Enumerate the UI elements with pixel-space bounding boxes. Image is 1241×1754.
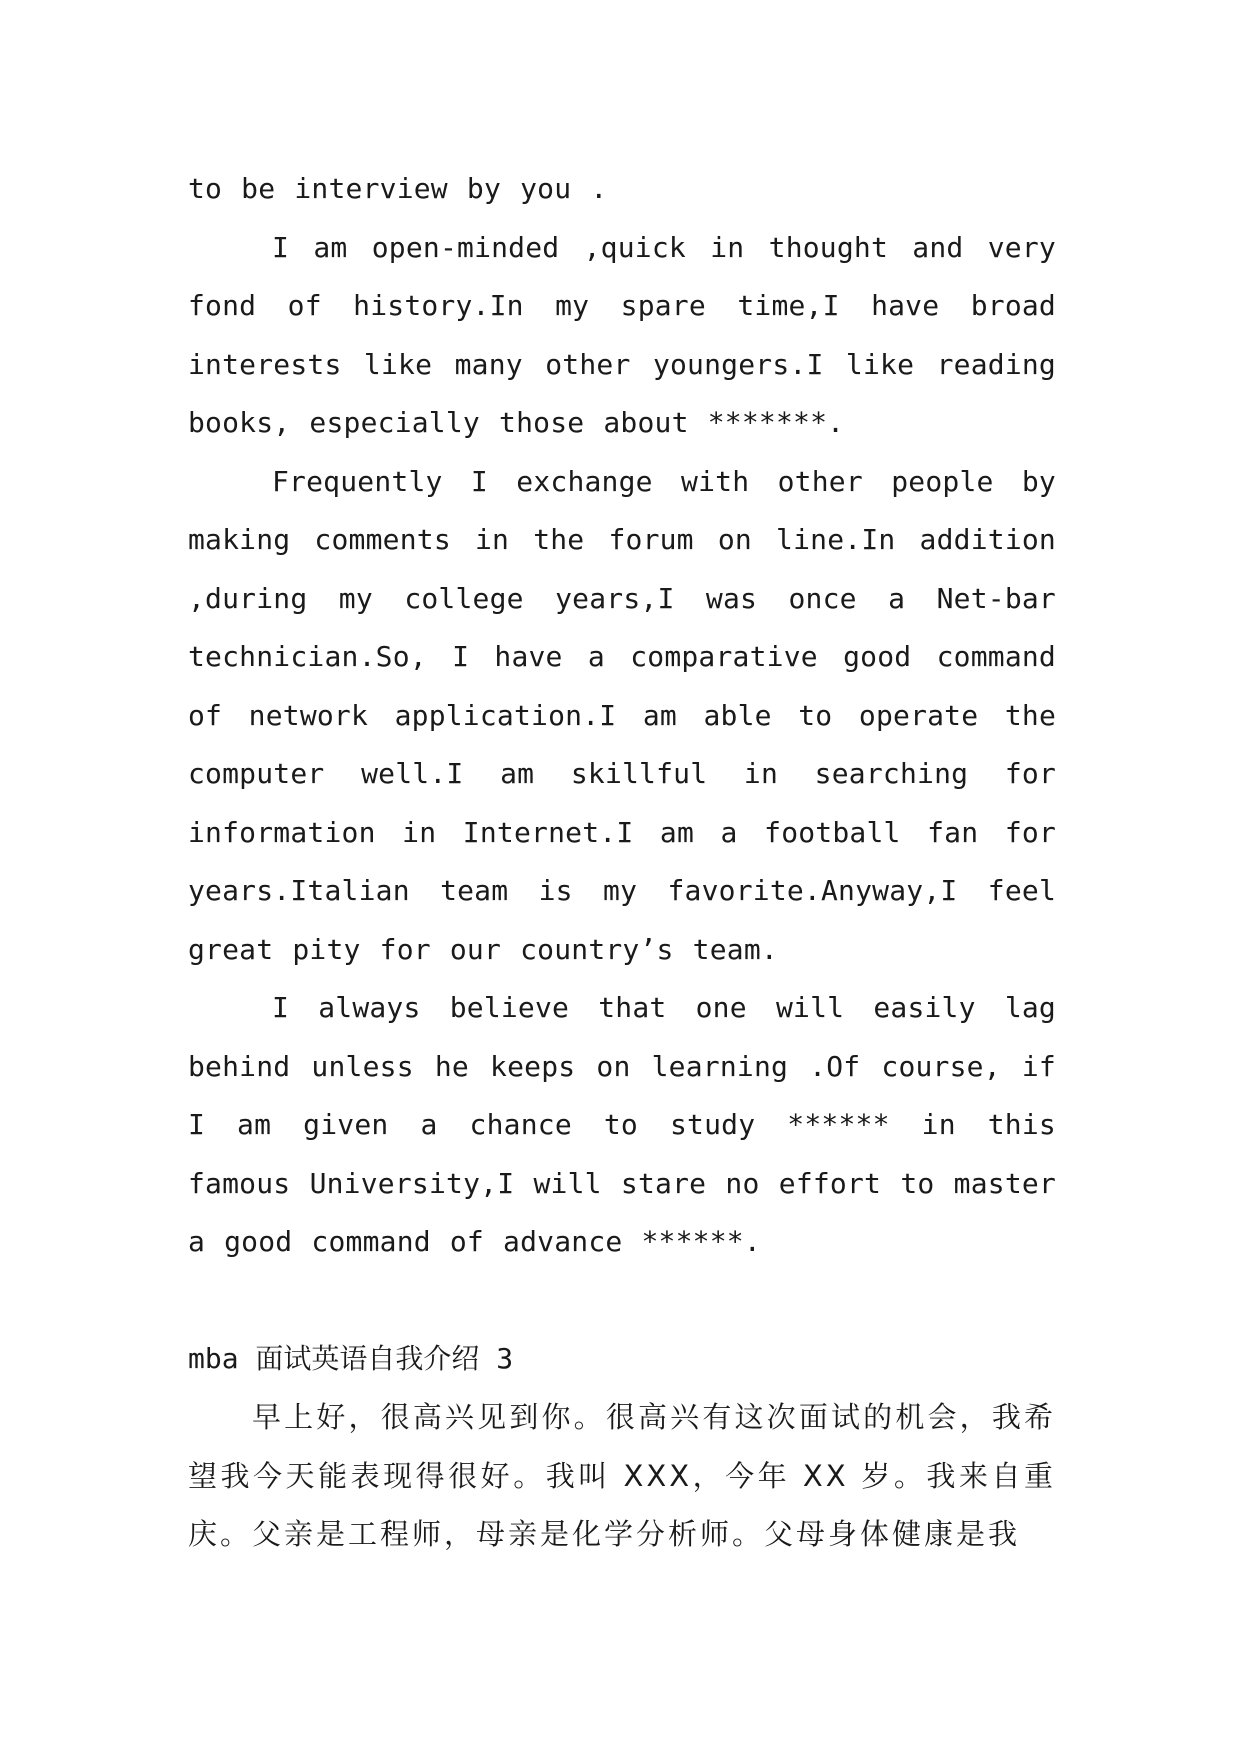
document-page (188, 160, 1056, 1564)
paragraph-network-skills: Frequently I exchange with other people by making comments in the forum on line.In addition ,during my college years,I was once a Net-bar technician.So, I have a comparative good command of network application.I am able to operate the computer well.I am skillful in searching for information in Internet.I am a football fan for years.Italian team is my favorite.Anyway,I feel great pity for our country’s team. (188, 464, 1056, 966)
paragraph-learning: I always believe that one will easily lag behind unless he keeps on learning .Of course, if I am given a chance to study ****** in this famous University,I will stare no effort to master a good command of advance ******. (188, 991, 1056, 1258)
paragraph-continuation: to be interview by you . (188, 172, 608, 205)
paragraph-chinese-intro: 早上好，很高兴见到你。很高兴有这次面试的机会，我希望我今天能表现得很好。我叫 XXX，今年 XX 岁。我来自重庆。父亲是工程师，母亲是化学分析师。父母身体健康是我 (188, 1400, 1056, 1551)
paragraph-personality: I am open-minded ,quick in thought and very fond of history.In my spare time,I have broad interests like many other youngers.I like reading books, especially those about *******. (188, 230, 1056, 439)
section-heading: mba 面试英语自我介绍 3 (188, 1341, 514, 1375)
